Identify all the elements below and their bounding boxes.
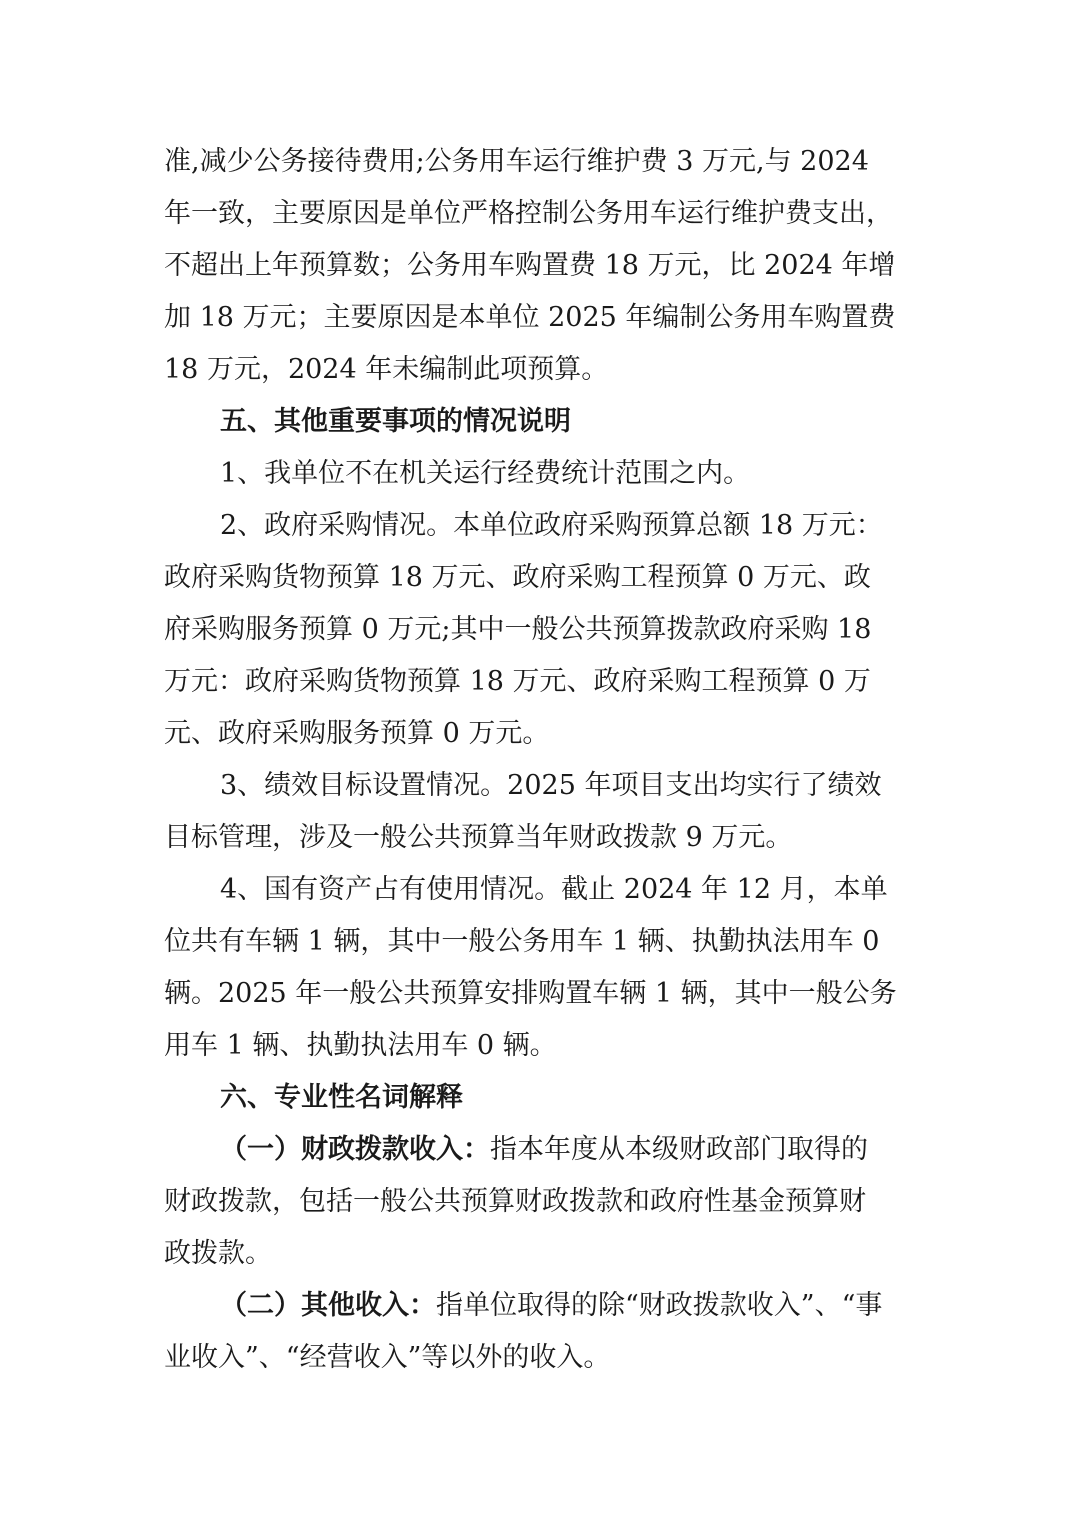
body-line <box>0 552 1074 604</box>
line-text: 18 万元，2024 年未编制此项预算。 <box>164 354 609 385</box>
line-text: 指本年度从本级财政部门取得的 <box>490 1134 868 1165</box>
body-line <box>0 656 1074 708</box>
body-line <box>0 188 1074 240</box>
body-line <box>0 344 1074 396</box>
term-definition-line <box>0 1124 1074 1176</box>
line-text: 指单位取得的除“财政拨款收入”、“事 <box>436 1290 883 1321</box>
body-line <box>0 1228 1074 1280</box>
body-line <box>0 916 1074 968</box>
line-text: 辆。2025 年一般公共预算安排购置车辆 1 辆，其中一般公务 <box>164 978 897 1009</box>
body-line <box>0 500 1074 552</box>
body-line <box>0 864 1074 916</box>
line-text: 不超出上年预算数；公务用车购置费 18 万元，比 2024 年增 <box>164 250 896 281</box>
body-line <box>0 136 1074 188</box>
body-line <box>0 968 1074 1020</box>
line-text: 万元：政府采购货物预算 18 万元、政府采购工程预算 0 万 <box>164 666 871 697</box>
body-line <box>0 292 1074 344</box>
line-text: 目标管理，涉及一般公共预算当年财政拨款 9 万元。 <box>164 822 793 853</box>
line-text: 3、绩效目标设置情况。2025 年项目支出均实行了绩效 <box>220 770 882 801</box>
body-line <box>0 1176 1074 1228</box>
line-text: 业收入”、“经营收入”等以外的收入。 <box>164 1342 611 1373</box>
body-line <box>0 448 1074 500</box>
section-heading <box>0 396 1074 448</box>
body-line <box>0 760 1074 812</box>
line-text: 府采购服务预算 0 万元;其中一般公共预算拨款政府采购 18 <box>164 614 872 645</box>
line-text: 年一致，主要原因是单位严格控制公务用车运行维护费支出， <box>164 198 893 229</box>
body-line <box>0 812 1074 864</box>
term-definition-line <box>0 1280 1074 1332</box>
body-line <box>0 708 1074 760</box>
body-line <box>0 1020 1074 1072</box>
line-text: 2、政府采购情况。本单位政府采购预算总额 18 万元： <box>220 510 883 541</box>
body-line <box>0 240 1074 292</box>
term-label: （一）财政拨款收入： <box>220 1134 490 1165</box>
section-heading <box>0 1072 1074 1124</box>
line-text: 4、国有资产占有使用情况。截止 2024 年 12 月，本单 <box>220 874 888 905</box>
body-line <box>0 604 1074 656</box>
section-heading-text: 六、专业性名词解释 <box>220 1082 463 1113</box>
line-text: 用车 1 辆、执勤执法用车 0 辆。 <box>164 1030 557 1061</box>
section-heading-text: 五、其他重要事项的情况说明 <box>220 406 571 437</box>
term-label: （二）其他收入： <box>220 1290 436 1321</box>
line-text: 政府采购货物预算 18 万元、政府采购工程预算 0 万元、政 <box>164 562 871 593</box>
line-text: 1、我单位不在机关运行经费统计范围之内。 <box>220 458 751 489</box>
line-text: 位共有车辆 1 辆，其中一般公务用车 1 辆、执勤执法用车 0 <box>164 926 880 957</box>
line-text: 加 18 万元；主要原因是本单位 2025 年编制公务用车购置费 <box>164 302 896 333</box>
line-text: 元、政府采购服务预算 0 万元。 <box>164 718 550 749</box>
line-text: 准,减少公务接待费用;公务用车运行维护费 3 万元,与 2024 <box>164 146 869 177</box>
line-text: 政拨款。 <box>164 1238 272 1269</box>
body-line <box>0 1332 1074 1384</box>
line-text: 财政拨款，包括一般公共预算财政拨款和政府性基金预算财 <box>164 1186 866 1217</box>
